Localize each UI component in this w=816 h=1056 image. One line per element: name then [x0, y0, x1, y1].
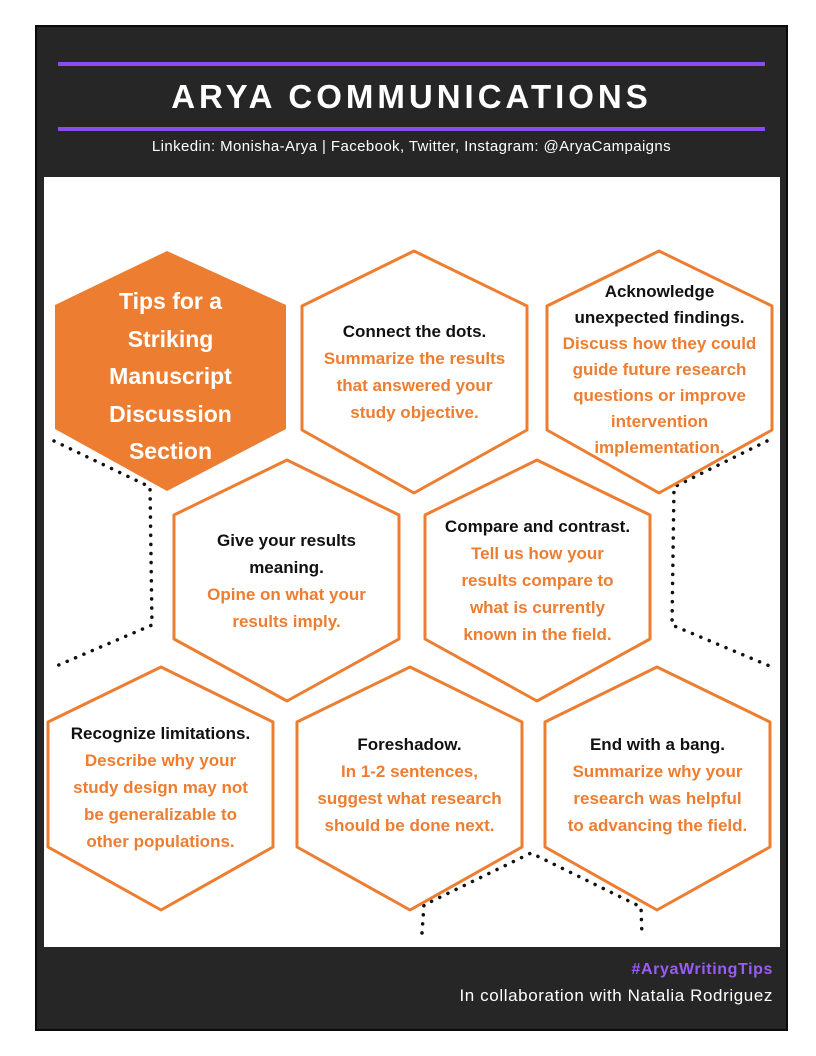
tip-heading: Give your results	[217, 531, 356, 550]
tip-body-line: study design may not	[73, 778, 248, 797]
brand-title: ARYA COMMUNICATIONS	[171, 78, 652, 115]
hashtag: #AryaWritingTips	[631, 961, 773, 978]
header-rule-top	[58, 62, 765, 66]
tip-body-line: In 1-2 sentences,	[340, 762, 478, 781]
dotted-line-left	[54, 441, 152, 667]
tip-acknowledge-unexpected-findings	[547, 279, 772, 461]
tip-body-line: results imply.	[232, 612, 341, 631]
tip-body-line: other populations.	[86, 832, 235, 851]
tip-body-line: Summarize why your	[572, 762, 743, 781]
tip-body-line: Tell us how your	[471, 544, 604, 563]
title-line: Striking	[127, 325, 214, 352]
tip-heading: Foreshadow.	[357, 735, 462, 754]
tip-body-line: study objective.	[350, 403, 479, 422]
tip-recognize-limitations	[48, 720, 273, 855]
tip-heading: unexpected findings.	[574, 308, 745, 327]
title-line: Discussion	[109, 400, 232, 427]
tip-body-line: to advancing the field.	[567, 816, 748, 835]
tip-body-line: what is currently	[469, 598, 606, 617]
title-hexagon-text	[55, 283, 286, 471]
tip-end-with-a-bang	[545, 731, 770, 839]
tip-body-line: Opine on what your	[207, 585, 366, 604]
tip-heading: Acknowledge	[604, 282, 715, 301]
tip-heading: End with a bang.	[589, 735, 726, 754]
tip-foreshadow	[297, 731, 522, 839]
tip-body-line: Describe why your	[84, 751, 237, 770]
tip-body-line: intervention	[610, 412, 709, 431]
tip-heading: Recognize limitations.	[70, 724, 251, 743]
tip-body-line: research was helpful	[573, 789, 742, 808]
collaboration-credit: In collaboration with Natalia Rodriguez	[459, 986, 773, 1005]
tip-body-line: should be done next.	[324, 816, 495, 835]
tip-give-results-meaning	[174, 527, 399, 635]
tip-compare-and-contrast	[425, 513, 650, 648]
tip-body-line: known in the field.	[463, 625, 612, 644]
tip-heading: Connect the dots.	[342, 322, 487, 341]
tip-body-line: guide future research	[572, 360, 747, 379]
header-rule-bottom	[58, 127, 765, 131]
tip-connect-the-dots	[302, 318, 527, 426]
tip-heading: Compare and contrast.	[444, 517, 631, 536]
tip-body-line: Summarize the results	[323, 349, 506, 368]
tip-body-line: that answered your	[336, 376, 493, 395]
tip-body-line: be generalizable to	[83, 805, 238, 824]
social-handles: Linkedin: Monisha-Arya | Facebook, Twitter, Instagram: @AryaCampaigns	[151, 138, 672, 155]
title-line: Tips for a	[118, 288, 223, 314]
tip-body-line: Discuss how they could	[562, 334, 757, 353]
tip-body-line: implementation.	[594, 438, 725, 457]
content-panel	[44, 177, 780, 947]
tip-body-line: suggest what research	[317, 789, 502, 808]
tip-heading: meaning.	[249, 558, 324, 577]
footer	[37, 947, 786, 1031]
tip-body-line: results compare to	[461, 571, 614, 590]
title-line: Manuscript	[109, 363, 232, 389]
tip-body-line: questions or improve	[573, 386, 746, 405]
header	[37, 27, 786, 177]
title-line: Section	[128, 438, 213, 464]
poster-frame	[35, 25, 788, 1031]
